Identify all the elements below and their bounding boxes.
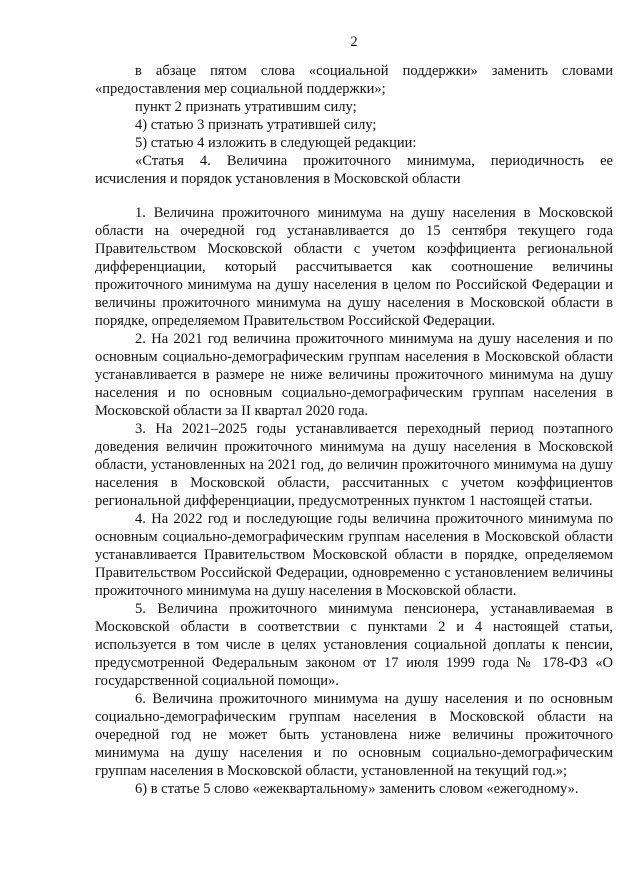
- intro-paragraph-1: в абзаце пятом слова «социальной поддержки» заменить словами «предоставления мер социальной поддержки»;: [95, 63, 613, 97]
- intro-paragraph-4: 5) статью 4 изложить в следующей редакции:: [135, 135, 417, 151]
- article-paragraph-6: 6. Величина прожиточного минимума на душу населения и по основным социально-демографическим группам населения в Московской области на очередной год не может быть установлена ниже величины прожиточного минимума на душу населения и по основным социально-демографическим группам населения в Московской области, установленной на текущий год.»;: [95, 691, 613, 779]
- article-paragraph-4: 4. На 2022 год и последующие годы величина прожиточного минимума по основным социально-демографическим группам населения в Московской области устанавливается Правительством Московской области в порядке, определяемом Правительством Российской Федерации, одновременно с установлением величины прожиточного минимума на душу населения в Московской области.: [95, 511, 613, 599]
- amendment-paragraph-6: 6) в статье 5 слово «ежеквартальному» заменить словом «ежегодному».: [135, 781, 579, 797]
- article-paragraph-2: 2. На 2021 год величина прожиточного минимума на душу населения и по основным социально-демографическим группам населения в Московской области устанавливается в размере не ниже величины прожиточного минимума на душу населения и по основным социально-демографическим группам населения в Московской области за II квартал 2020 года.: [95, 331, 613, 419]
- article-paragraph-1: 1. Величина прожиточного минимума на душу населения в Московской области на очередной год устанавливается до 15 сентября текущего года Правительством Московской области с учетом коэффициента региональной дифференциации, который рассчитывается как соотношение величины прожиточного минимума на душу населения в целом по Российской Федерации и величины прожиточного минимума на душу населения в Московской области в порядке, определяемом Правительством Российской Федерации.: [95, 205, 613, 329]
- intro-paragraph-3: 4) статью 3 признать утратившей силу;: [135, 117, 377, 133]
- spacer: [95, 188, 613, 204]
- page-number: 2: [350, 34, 358, 50]
- article-paragraph-5: 5. Величина прожиточного минимума пенсионера, устанавливаемая в Московской области в соответствии с пунктами 2 и 4 настоящей статьи, используется в том числе в целях установления социальной доплаты к пенсии, предусмотренной Федеральным законом от 17 июля 1999 года № 178-ФЗ «О государственной социальной помощи».: [95, 601, 613, 689]
- article-title: «Статья 4. Величина прожиточного минимума, периодичность ее исчисления и порядок установления в Московской области: [95, 153, 613, 187]
- intro-paragraph-2: пункт 2 признать утратившим силу;: [135, 99, 357, 115]
- article-paragraph-3: 3. На 2021–2025 годы устанавливается переходный период поэтапного доведения величин прожиточного минимума на душу населения в Московской области, установленных на 2021 год, до величин прожиточного минимума на душу населения в Московской области, рассчитанных с учетом коэффициентов региональной дифференциации, предусмотренных пунктом 1 настоящей статьи.: [95, 421, 613, 509]
